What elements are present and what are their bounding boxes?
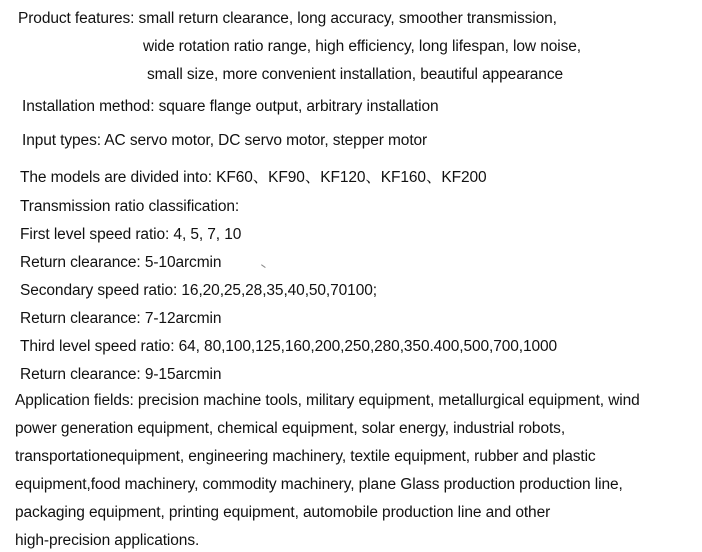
- first-level-clearance: Return clearance: 5-10arcmin: [20, 254, 222, 271]
- features-line-3: small size, more convenient installation, beautiful appearance: [147, 66, 563, 83]
- models-list: The models are divided into: KF60、KF90、KF120、KF160、KF200: [20, 169, 487, 186]
- first-level-ratio: First level speed ratio: 4, 5, 7, 10: [20, 226, 242, 243]
- input-types: Input types: AC servo motor, DC servo motor, stepper motor: [22, 132, 428, 149]
- applications-line-4: equipment,food machinery, commodity machinery, plane Glass production production line,: [15, 476, 623, 493]
- applications-line-6: high-precision applications.: [15, 532, 200, 549]
- secondary-clearance: Return clearance: 7-12arcmin: [20, 310, 222, 327]
- third-level-clearance: Return clearance: 9-15arcmin: [20, 366, 222, 383]
- applications-line-1: Application fields: precision machine tools, military equipment, metallurgical equipment, wind: [15, 392, 640, 409]
- applications-line-3: transportationequipment, engineering machinery, textile equipment, rubber and plastic: [15, 448, 596, 465]
- ratio-heading: Transmission ratio classification:: [20, 198, 240, 215]
- applications-line-2: power generation equipment, chemical equipment, solar energy, industrial robots,: [15, 420, 566, 437]
- installation-method: Installation method: square flange output, arbitrary installation: [22, 98, 439, 115]
- stray-mark: [261, 261, 268, 268]
- secondary-ratio: Secondary speed ratio: 16,20,25,28,35,40,50,70100;: [20, 282, 377, 299]
- features-line-2: wide rotation ratio range, high efficiency, long lifespan, low noise,: [143, 38, 581, 55]
- applications-line-5: packaging equipment, printing equipment, automobile production line and other: [15, 504, 551, 521]
- features-line-1: Product features: small return clearance, long accuracy, smoother transmission,: [18, 10, 557, 27]
- third-level-ratio: Third level speed ratio: 64, 80,100,125,160,200,250,280,350.400,500,700,1000: [20, 338, 558, 355]
